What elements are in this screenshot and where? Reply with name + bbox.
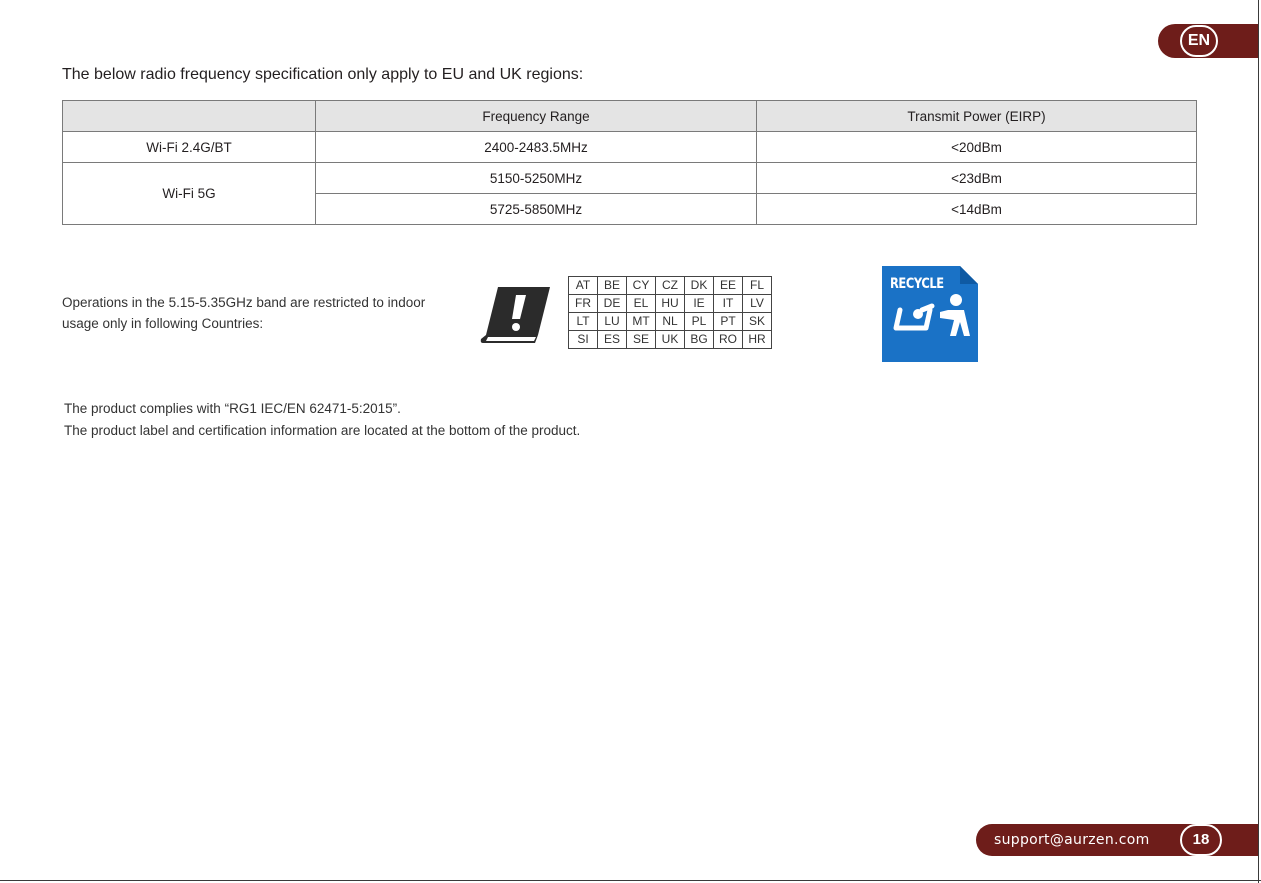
country-code: DK [685, 277, 714, 295]
table-header-power: Transmit Power (EIRP) [757, 101, 1197, 132]
support-email-link[interactable]: support@aurzen.com [994, 832, 1150, 848]
country-code: LV [743, 295, 772, 313]
recycle-label: RECYCLE [890, 276, 944, 292]
country-code: MT [627, 313, 656, 331]
compliance-line-2: The product label and certification information are located at the bottom of the product. [64, 423, 581, 438]
country-code: LT [569, 313, 598, 331]
country-row [569, 331, 772, 349]
intro-text: The below radio frequency specification only apply to EU and UK regions: [62, 66, 584, 83]
table-cell-range: 5725-5850MHz [316, 194, 757, 225]
country-code: SI [569, 331, 598, 349]
country-code: ES [598, 331, 627, 349]
table-cell-range: 2400-2483.5MHz [316, 132, 757, 163]
country-row [569, 295, 772, 313]
country-code: AT [569, 277, 598, 295]
country-code: PL [685, 313, 714, 331]
country-code: SK [743, 313, 772, 331]
page-number: 18 [1180, 824, 1222, 856]
table-header-row [63, 101, 1197, 132]
language-badge: EN [1180, 25, 1218, 57]
country-code: NL [656, 313, 685, 331]
country-row [569, 277, 772, 295]
country-code: CY [627, 277, 656, 295]
country-row [569, 313, 772, 331]
restriction-line-2: usage only in following Countries: [62, 316, 264, 331]
table-cell-range: 5150-5250MHz [316, 163, 757, 194]
table-cell-band: Wi-Fi 5G [63, 163, 316, 225]
frequency-table [62, 100, 1197, 225]
table-cell-band: Wi-Fi 2.4G/BT [63, 132, 316, 163]
country-code: HR [743, 331, 772, 349]
page-border-right [1258, 0, 1259, 883]
country-code: HU [656, 295, 685, 313]
country-code: PT [714, 313, 743, 331]
table-header-range: Frequency Range [316, 101, 757, 132]
country-code: FR [569, 295, 598, 313]
compliance-line-1: The product complies with “RG1 IEC/EN 62471-5:2015”. [64, 401, 401, 416]
table-cell-power: <14dBm [757, 194, 1197, 225]
country-code: EE [714, 277, 743, 295]
country-code: IE [685, 295, 714, 313]
country-code: LU [598, 313, 627, 331]
manual-warning-icon [480, 283, 552, 345]
restriction-text [62, 292, 482, 334]
country-code: BG [685, 331, 714, 349]
restriction-line-1: Operations in the 5.15-5.35GHz band are restricted to indoor [62, 295, 426, 310]
country-code: FL [743, 277, 772, 295]
country-code: UK [656, 331, 685, 349]
country-code: RO [714, 331, 743, 349]
country-code: IT [714, 295, 743, 313]
page-border-bottom [0, 880, 1261, 881]
table-cell-power: <23dBm [757, 163, 1197, 194]
compliance-text [64, 398, 580, 442]
country-code: CZ [656, 277, 685, 295]
country-code: DE [598, 295, 627, 313]
table-row [63, 163, 1197, 194]
country-code: BE [598, 277, 627, 295]
table-header-band [63, 101, 316, 132]
country-code: EL [627, 295, 656, 313]
table-row [63, 132, 1197, 163]
country-code: SE [627, 331, 656, 349]
table-cell-power: <20dBm [757, 132, 1197, 163]
country-grid [568, 276, 772, 349]
